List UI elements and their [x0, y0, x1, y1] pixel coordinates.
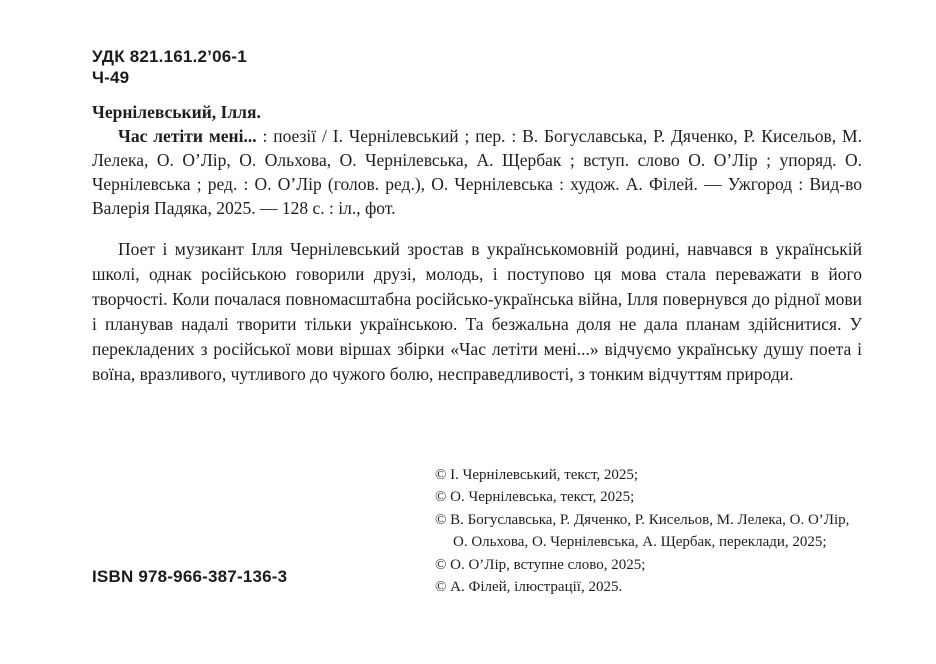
copyright-line: © В. Богуславська, Р. Дяченко, Р. Кисельов, М. Лелека, О. О’Лір,	[435, 511, 850, 528]
copyright-line: © А. Філей, ілюстрації, 2025.	[435, 579, 623, 596]
book-title: Час летіти мені...	[118, 126, 257, 146]
copyright-line-continuation: О. Ольхова, О. Чернілевська, А. Щербак, переклади, 2025;	[453, 534, 827, 551]
copyright-line: © О. О’Лір, вступне слово, 2025;	[435, 556, 646, 573]
copyright-block	[435, 464, 849, 598]
bibliographic-record	[92, 124, 862, 220]
isbn: ISBN 978-966-387-136-3	[92, 567, 288, 586]
bibliographic-record-block	[92, 100, 862, 220]
copyright-line: © О. Чернілевська, текст, 2025;	[435, 489, 635, 506]
bibliographic-details: : поезії / І. Чернілевський ; пер. : В. Богуславська, Р. Дяченко, Р. Кисельов, М. Лелека, О. О’Лір, О. Ольхова, О. Чернілевська, А. Щербак ; вступ. слово О. О’Лір ; упоряд. О. Чернілевська ; ред. : О. О’Лір (голов. ред.), О. Чернілевська : худож. А. Філей. — Ужгород : Вид-во Валерія Падяка, 2025. — 128 с. : іл., фот.	[92, 126, 862, 218]
annotation-paragraph: Поет і музикант Ілля Чернілевський зростав в українськомовній родині, навчався в українській школі, однак російською говорили друзі, молодь, і поступово ця мова стала переважати в його творчості. Коли почалася повномасштабна російсько-українська війна, Ілля повернувся до рідної мови і планував надалі творити тільки українською. Та безжальна доля не дала планам здійснитися. У перекладених з російської мови віршах збірки «Час летіти мені...» відчуємо українську душу поета і воїна, вразливого, чутливого до чужого болю, несправедливості, з тонким відчуттям природи.	[92, 239, 862, 384]
classification-codes	[92, 46, 247, 88]
udc-code: УДК 821.161.2’06-1	[92, 47, 247, 66]
copyright-line: © І. Чернілевський, текст, 2025;	[435, 467, 639, 483]
author-heading: Чернілевський, Ілля.	[92, 102, 261, 122]
rubric-code: Ч-49	[92, 68, 130, 87]
